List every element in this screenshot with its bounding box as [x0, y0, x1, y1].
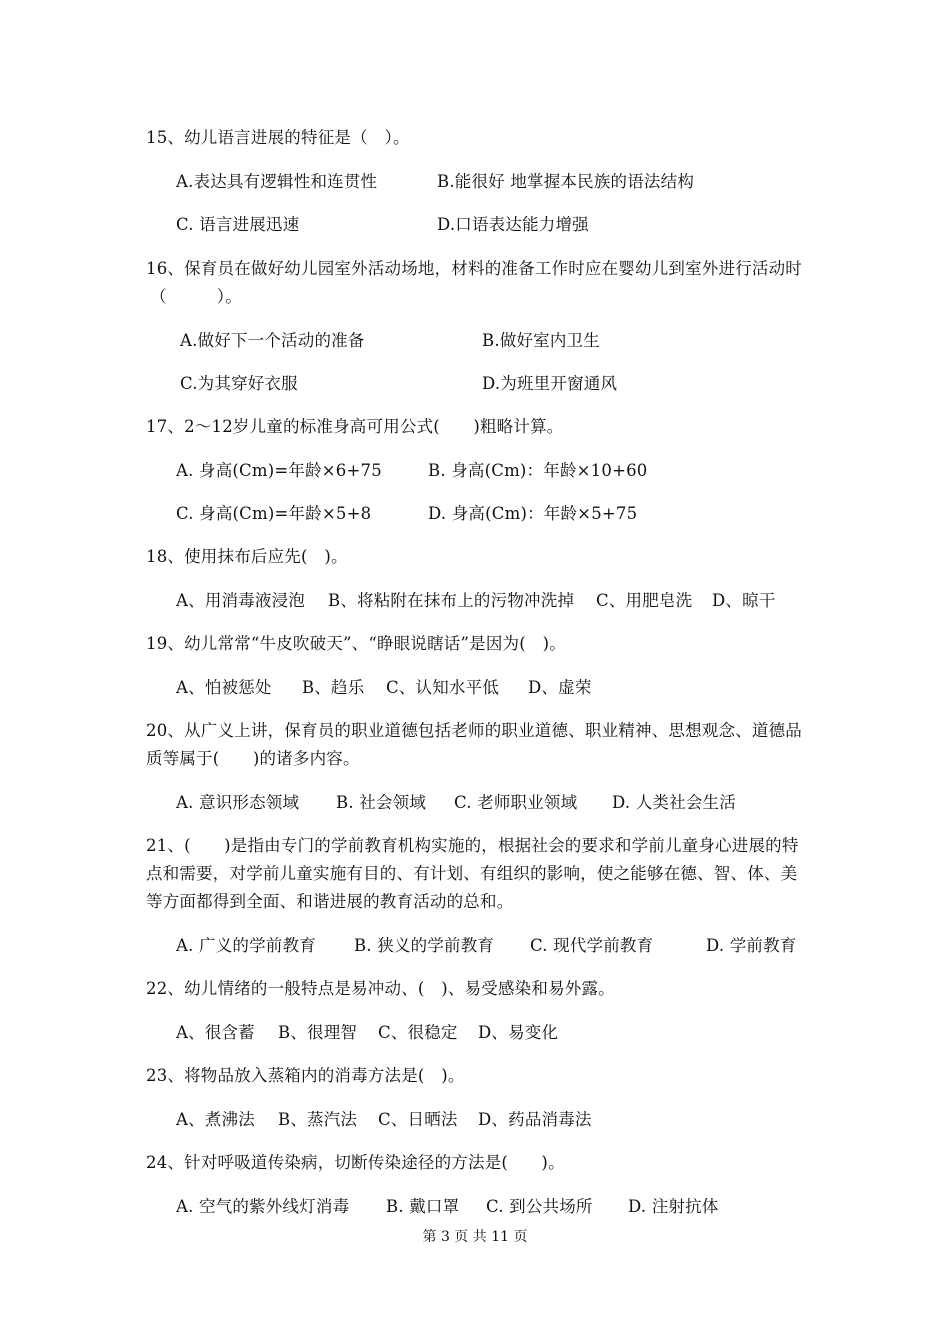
option-d: D. 学前教育: [706, 936, 797, 955]
option-d: D、易变化: [478, 1023, 559, 1042]
option-c: C. 身高(Cm)=年龄×5+8: [176, 504, 372, 523]
option-c: C. 语言进展迅速: [176, 215, 300, 234]
option-a: A. 意识形态领域: [176, 793, 300, 812]
option-a: A. 身高(Cm)=年龄×6+75: [176, 461, 382, 480]
option-b: B、蒸汽法: [278, 1110, 358, 1129]
question-20-stem: 20、从广义上讲，保育员的职业道德包括老师的职业道德、职业精神、思想观念、道德品: [146, 721, 802, 740]
question-18-stem: 18、使用抹布后应先( )。: [146, 547, 348, 566]
option-d: D. 身高(Cm)：年龄×5+75: [428, 504, 638, 523]
question-22-stem: 22、幼儿情绪的一般特点是易冲动、( )、易受感染和易外露。: [146, 979, 615, 998]
question-20-stem-cont: 质等属于( )的诸多内容。: [146, 749, 360, 768]
option-a: A.表达具有逻辑性和连贯性: [176, 172, 378, 191]
option-b: B、将粘附在抹布上的污物冲洗掉: [328, 591, 575, 610]
option-b: B、趋乐: [302, 678, 365, 697]
question-19-stem: 19、幼儿常常“牛皮吹破天”、“睁眼说瞎话”是因为( )。: [146, 634, 566, 653]
option-b: B.做好室内卫生: [482, 331, 600, 350]
option-b: B. 社会领域: [336, 793, 427, 812]
question-17-stem: 17、2～12岁儿童的标准身高可用公式( )粗略计算。: [146, 417, 564, 436]
question-15-stem: 15、幼儿语言进展的特征是（ ）。: [146, 128, 410, 147]
option-a: A.做好下一个活动的准备: [180, 331, 365, 350]
option-c: C. 老师职业领域: [454, 793, 578, 812]
question-16-stem: 16、保育员在做好幼儿园室外活动场地，材料的准备工作时应在婴幼儿到室外进行活动时: [146, 259, 802, 278]
option-a: A. 广义的学前教育: [176, 936, 316, 955]
option-b: B. 狭义的学前教育: [354, 936, 495, 955]
question-21-stem: 21、( )是指由专门的学前教育机构实施的，根据社会的要求和学前儿童身心进展的特: [146, 836, 799, 855]
option-a: A、很含蓄: [176, 1023, 255, 1042]
option-d: D、虚荣: [528, 678, 592, 697]
option-a: A、怕被惩处: [176, 678, 272, 697]
option-a: A、煮沸法: [176, 1110, 255, 1129]
option-d: D.口语表达能力增强: [437, 215, 589, 234]
option-b: B.能很好 地掌握本民族的语法结构: [437, 172, 695, 191]
option-c: C、认知水平低: [386, 678, 500, 697]
option-c: C、日晒法: [378, 1110, 458, 1129]
option-b: B. 戴口罩: [386, 1197, 460, 1216]
option-c: C. 到公共场所: [486, 1197, 593, 1216]
question-23-stem: 23、将物品放入蒸箱内的消毒方法是( )。: [146, 1066, 465, 1085]
option-d: D、晾干: [712, 591, 776, 610]
option-a: A. 空气的紫外线灯消毒: [176, 1197, 350, 1216]
page-number-footer: 第 3 页 共 11 页: [422, 1229, 528, 1245]
option-a: A、用消毒液浸泡: [176, 591, 306, 610]
option-c: C、很稳定: [378, 1023, 458, 1042]
question-24-stem: 24、针对呼吸道传染病，切断传染途径的方法是( )。: [146, 1153, 565, 1172]
option-c: C. 现代学前教育: [530, 936, 654, 955]
option-d: D. 注射抗体: [628, 1197, 719, 1216]
option-d: D. 人类社会生活: [612, 793, 736, 812]
option-c: C、用肥皂洗: [596, 591, 693, 610]
option-b: B. 身高(Cm)：年龄×10+60: [428, 461, 648, 480]
question-21-stem-cont: 等方面都得到全面、和谐进展的教育活动的总和。: [146, 892, 514, 911]
option-b: B、很理智: [278, 1023, 358, 1042]
question-16-stem-cont: （ ）。: [150, 287, 242, 306]
option-c: C.为其穿好衣服: [180, 374, 298, 393]
option-d: D.为班里开窗通风: [482, 374, 618, 393]
question-21-stem-cont: 点和需要，对学前儿童实施有目的、有计划、有组织的影响，使之能够在德、智、体、美: [146, 864, 798, 883]
option-d: D、药品消毒法: [478, 1110, 592, 1129]
